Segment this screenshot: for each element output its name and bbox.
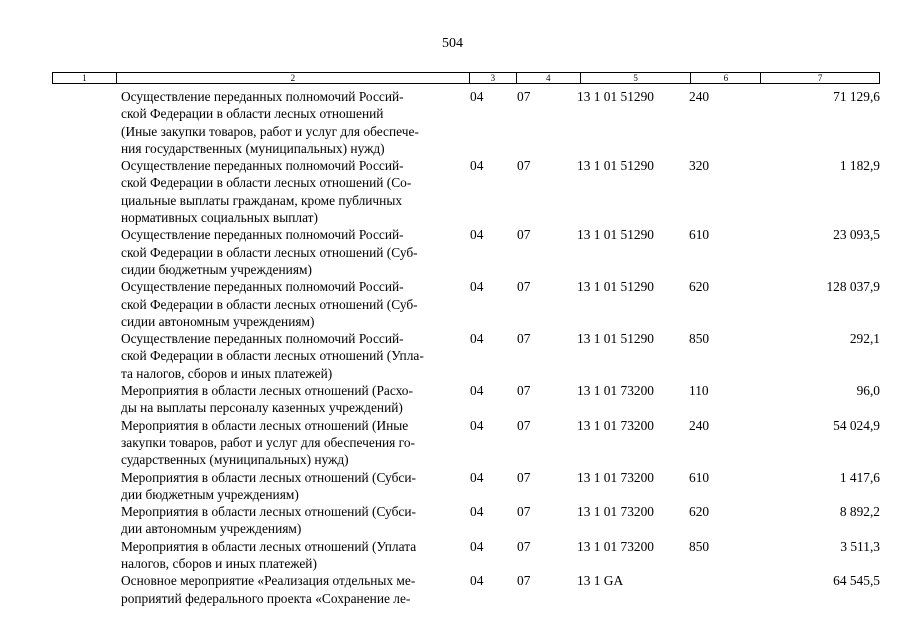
subsection-code: 07 [517,538,531,554]
amount: 71 129,6 [833,89,880,104]
table-row [0,469,905,504]
page-number: 504 [442,36,463,51]
section-code: 04 [470,573,484,589]
row-description [121,226,461,278]
table-row [0,382,905,417]
table-row [0,226,905,278]
description-line: дии автономным учреждениям) [121,521,302,537]
description-line: циальные выплаты гражданам, кроме публичных [121,192,403,208]
table-row [0,330,905,382]
row-description [121,572,461,607]
amount: 128 037,9 [826,279,880,295]
description-line: Мероприятия в области лесных отношений (Уплата [121,538,417,554]
description-line: Мероприятия в области лесных отношений (Иные [121,417,409,433]
header-col-2: 2 [117,73,470,83]
expense-type-code: 850 [689,331,710,347]
section-code: 04 [470,227,484,243]
description-line: ской Федерации в области лесных отношений [121,106,384,122]
subsection-code: 07 [517,469,531,485]
row-description [121,382,461,417]
target-article-code: 13 1 01 51290 [577,158,654,174]
section-code: 04 [470,331,484,347]
description-line: ской Федерации в области лесных отношений (Суб- [121,296,418,312]
description-line: дии бюджетным учреждениям) [121,486,299,502]
description-line: Основное мероприятие «Реализация отдельных ме- [121,573,416,589]
row-description [121,157,461,226]
table-row [0,417,905,469]
description-line: (Иные закупки товаров, работ и услуг для обеспече- [121,123,419,139]
row-description [121,417,461,469]
section-code: 04 [470,158,484,174]
target-article-code: 13 1 01 51290 [577,227,654,243]
section-code: 04 [470,417,484,433]
expense-type-code: 240 [689,89,710,104]
header-col-1: 1 [53,73,117,83]
table-row [0,503,905,538]
table-row [0,88,905,157]
expense-type-code: 620 [689,279,710,295]
row-description [121,469,461,504]
expense-type-code: 620 [689,504,710,520]
description-line: закупки товаров, работ и услуг для обеспечения го- [121,434,415,450]
description-line: ской Федерации в области лесных отношений (Упла- [121,348,424,364]
subsection-code: 07 [517,279,531,295]
row-description [121,278,461,330]
table-row [0,278,905,330]
expense-type-code: 610 [689,469,710,485]
target-article-code: 13 1 GA [577,573,624,589]
expense-type-code: 320 [689,158,710,174]
target-article-code: 13 1 01 73200 [577,504,654,520]
target-article-code: 13 1 01 73200 [577,469,654,485]
row-description [121,330,461,382]
section-code: 04 [470,538,484,554]
expense-type-code: 110 [689,383,709,399]
subsection-code: 07 [517,417,531,433]
description-line: Мероприятия в области лесных отношений (Субси- [121,504,416,520]
row-description [121,88,461,157]
target-article-code: 13 1 01 51290 [577,331,654,347]
section-code: 04 [470,383,484,399]
target-article-code: 13 1 01 73200 [577,383,654,399]
subsection-code: 07 [517,227,531,243]
table-header [52,72,880,84]
description-line: Мероприятия в области лесных отношений (Субси- [121,469,416,485]
amount: 1 417,6 [839,469,880,485]
table-body [0,88,905,607]
target-article-code: 13 1 01 51290 [577,89,654,104]
section-code: 04 [470,89,484,104]
expense-type-code [689,572,759,607]
subsection-code: 07 [517,573,531,589]
amount: 1 182,9 [839,158,880,174]
subsection-code: 07 [517,383,531,399]
description-line: та налогов, сборов и иных платежей) [121,365,333,381]
description-line: нормативных социальных выплат) [121,210,318,226]
amount: 292,1 [849,331,880,347]
amount: 54 024,9 [833,417,880,433]
expense-type-code: 610 [689,227,710,243]
section-code: 04 [470,504,484,520]
header-col-7: 7 [817,73,823,83]
description-line: Осуществление переданных полномочий Россий- [121,158,404,174]
table-row [0,157,905,226]
amount: 3 511,3 [840,538,880,554]
subsection-code: 07 [517,89,531,104]
subsection-code: 07 [517,504,531,520]
header-col-3: 3 [470,73,517,83]
amount: 64 545,5 [833,573,880,589]
expense-type-code: 240 [689,417,710,433]
subsection-code: 07 [517,331,531,347]
description-line: сударственных (муниципальных) нужд) [121,452,349,468]
amount: 96,0 [856,383,880,399]
description-line: сидии бюджетным учреждениям) [121,261,312,277]
amount: 8 892,2 [839,504,880,520]
description-line: Осуществление переданных полномочий Россий- [121,89,404,104]
header-col-5: 5 [581,73,692,83]
description-line: ды на выплаты персоналу казенных учреждений) [121,400,403,416]
row-description [121,538,461,573]
row-description [121,503,461,538]
target-article-code: 13 1 01 73200 [577,538,654,554]
table-row [0,572,905,607]
target-article-code: 13 1 01 73200 [577,417,654,433]
section-code: 04 [470,469,484,485]
description-line: ния государственных (муниципальных) нужд) [121,140,385,156]
header-col-4: 4 [517,73,581,83]
description-line: Осуществление переданных полномочий Россий- [121,331,404,347]
header-col-6: 6 [691,73,761,83]
description-line: ской Федерации в области лесных отношений (Суб- [121,244,418,260]
description-line: Мероприятия в области лесных отношений (Расхо- [121,383,413,399]
description-line: сидии автономным учреждениям) [121,313,315,329]
description-line: налогов, сборов и иных платежей) [121,556,317,572]
description-line: Осуществление переданных полномочий Россий- [121,279,404,295]
subsection-code: 07 [517,158,531,174]
expense-type-code: 850 [689,538,710,554]
section-code: 04 [470,279,484,295]
amount: 23 093,5 [833,227,880,243]
description-line: Осуществление переданных полномочий Россий- [121,227,404,243]
table-row [0,538,905,573]
description-line: ской Федерации в области лесных отношений (Со- [121,175,412,191]
description-line: роприятий федерального проекта «Сохранение ле- [121,590,411,606]
target-article-code: 13 1 01 51290 [577,279,654,295]
